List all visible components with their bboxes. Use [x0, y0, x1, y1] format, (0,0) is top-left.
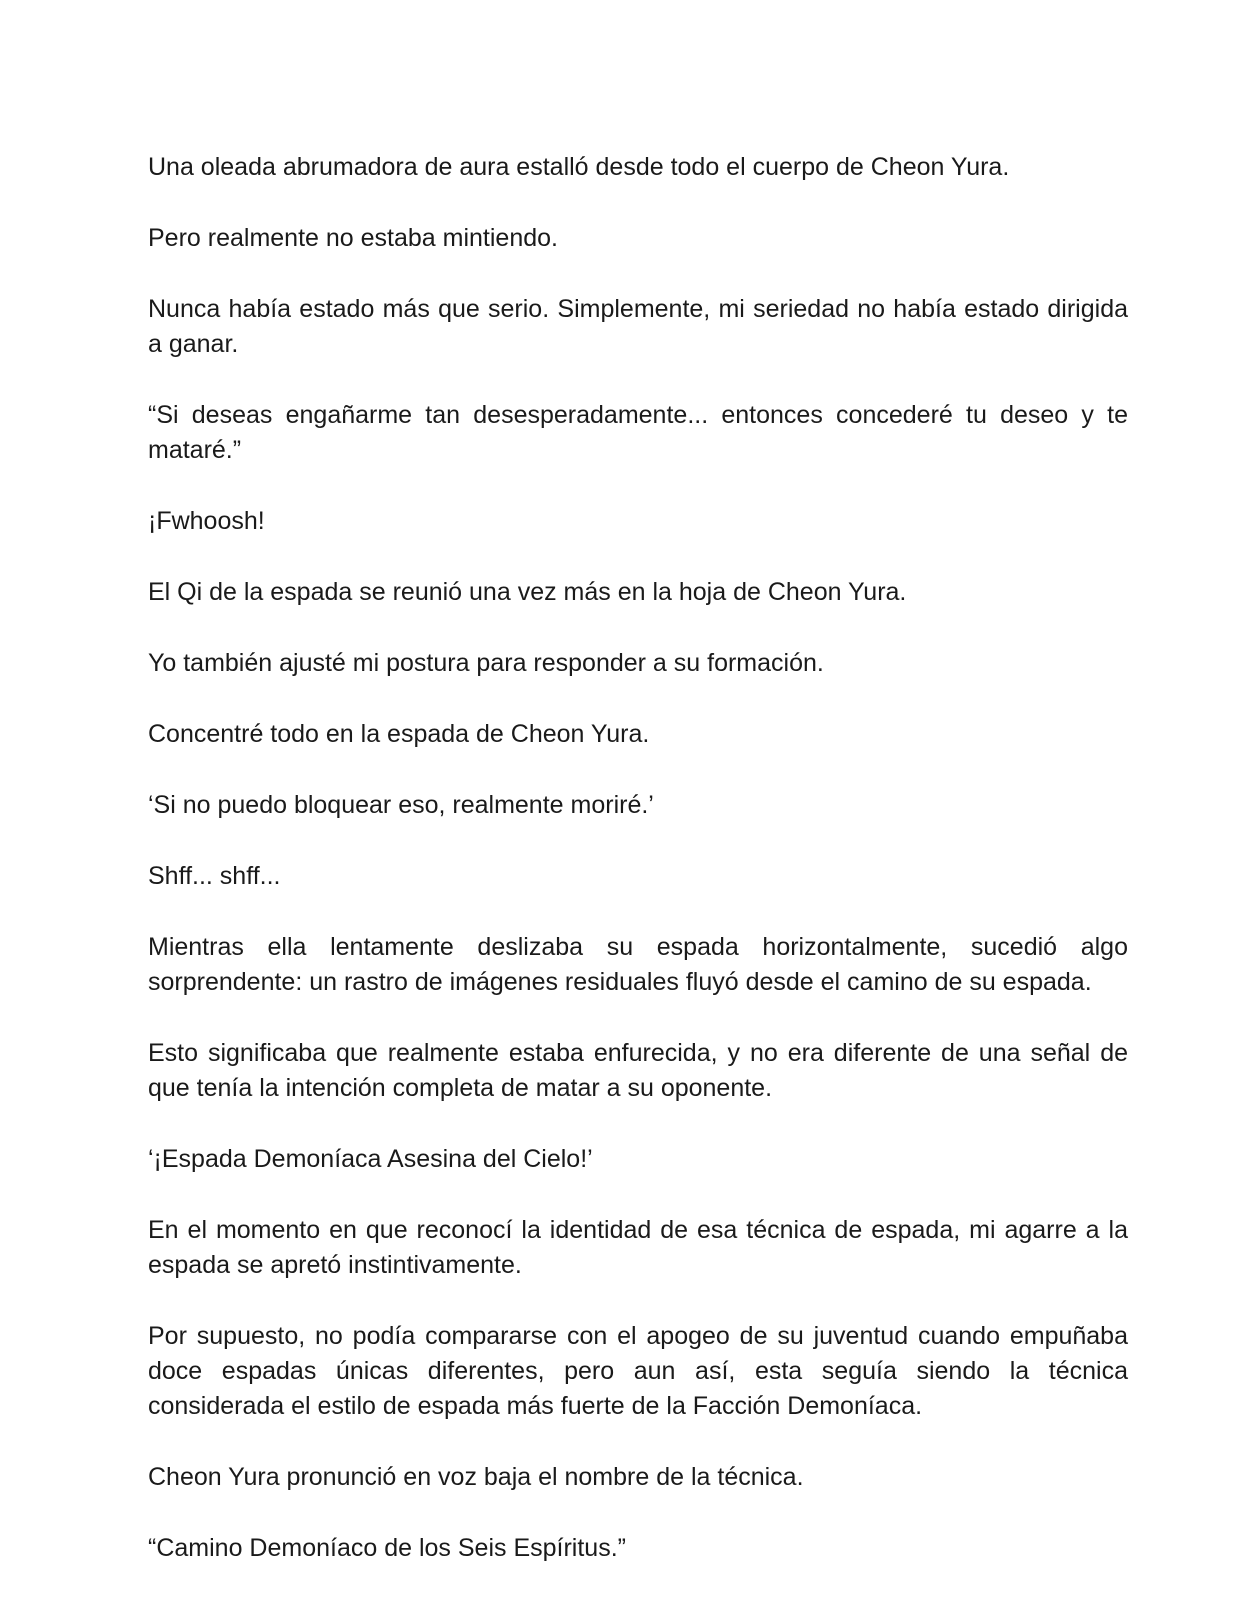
document-body [148, 150, 1128, 1566]
paragraph-8: Concentré todo en la espada de Cheon Yura. [148, 720, 650, 748]
paragraph-1: Una oleada abrumadora de aura estalló desde todo el cuerpo de Cheon Yura. [148, 153, 1010, 181]
paragraph-7: Yo también ajusté mi postura para responder a su formación. [148, 649, 824, 677]
paragraph-5: ¡Fwhoosh! [148, 507, 265, 535]
paragraph-15: Por supuesto, no podía compararse con el apogeo de su juventud cuando empuñaba doce espadas únicas diferentes, pero aun así, esta seguía siendo la técnica considerada el estilo de espada más fuerte de la Facción Demoníaca. [148, 1322, 1128, 1420]
paragraph-9: ‘Si no puedo bloquear eso, realmente moriré.’ [148, 791, 654, 819]
paragraph-13: ‘¡Espada Demoníaca Asesina del Cielo!’ [148, 1145, 593, 1173]
paragraph-2: Pero realmente no estaba mintiendo. [148, 224, 558, 252]
paragraph-12: Esto significaba que realmente estaba enfurecida, y no era diferente de una señal de que tenía la intención completa de matar a su oponente. [148, 1039, 1128, 1102]
paragraph-14: En el momento en que reconocí la identidad de esa técnica de espada, mi agarre a la espada se apretó instintivamente. [148, 1216, 1128, 1279]
paragraph-10: Shff... shff... [148, 862, 281, 890]
paragraph-6: El Qi de la espada se reunió una vez más en la hoja de Cheon Yura. [148, 578, 907, 606]
paragraph-3: Nunca había estado más que serio. Simplemente, mi seriedad no había estado dirigida a ganar. [148, 295, 1128, 358]
paragraph-4: “Si deseas engañarme tan desesperadamente... entonces concederé tu deseo y te mataré.” [148, 401, 1128, 464]
paragraph-11: Mientras ella lentamente deslizaba su espada horizontalmente, sucedió algo sorprendente: un rastro de imágenes residuales fluyó desde el camino de su espada. [148, 933, 1128, 996]
paragraph-17: “Camino Demoníaco de los Seis Espíritus.” [148, 1534, 626, 1562]
paragraph-16: Cheon Yura pronunció en voz baja el nombre de la técnica. [148, 1463, 804, 1491]
